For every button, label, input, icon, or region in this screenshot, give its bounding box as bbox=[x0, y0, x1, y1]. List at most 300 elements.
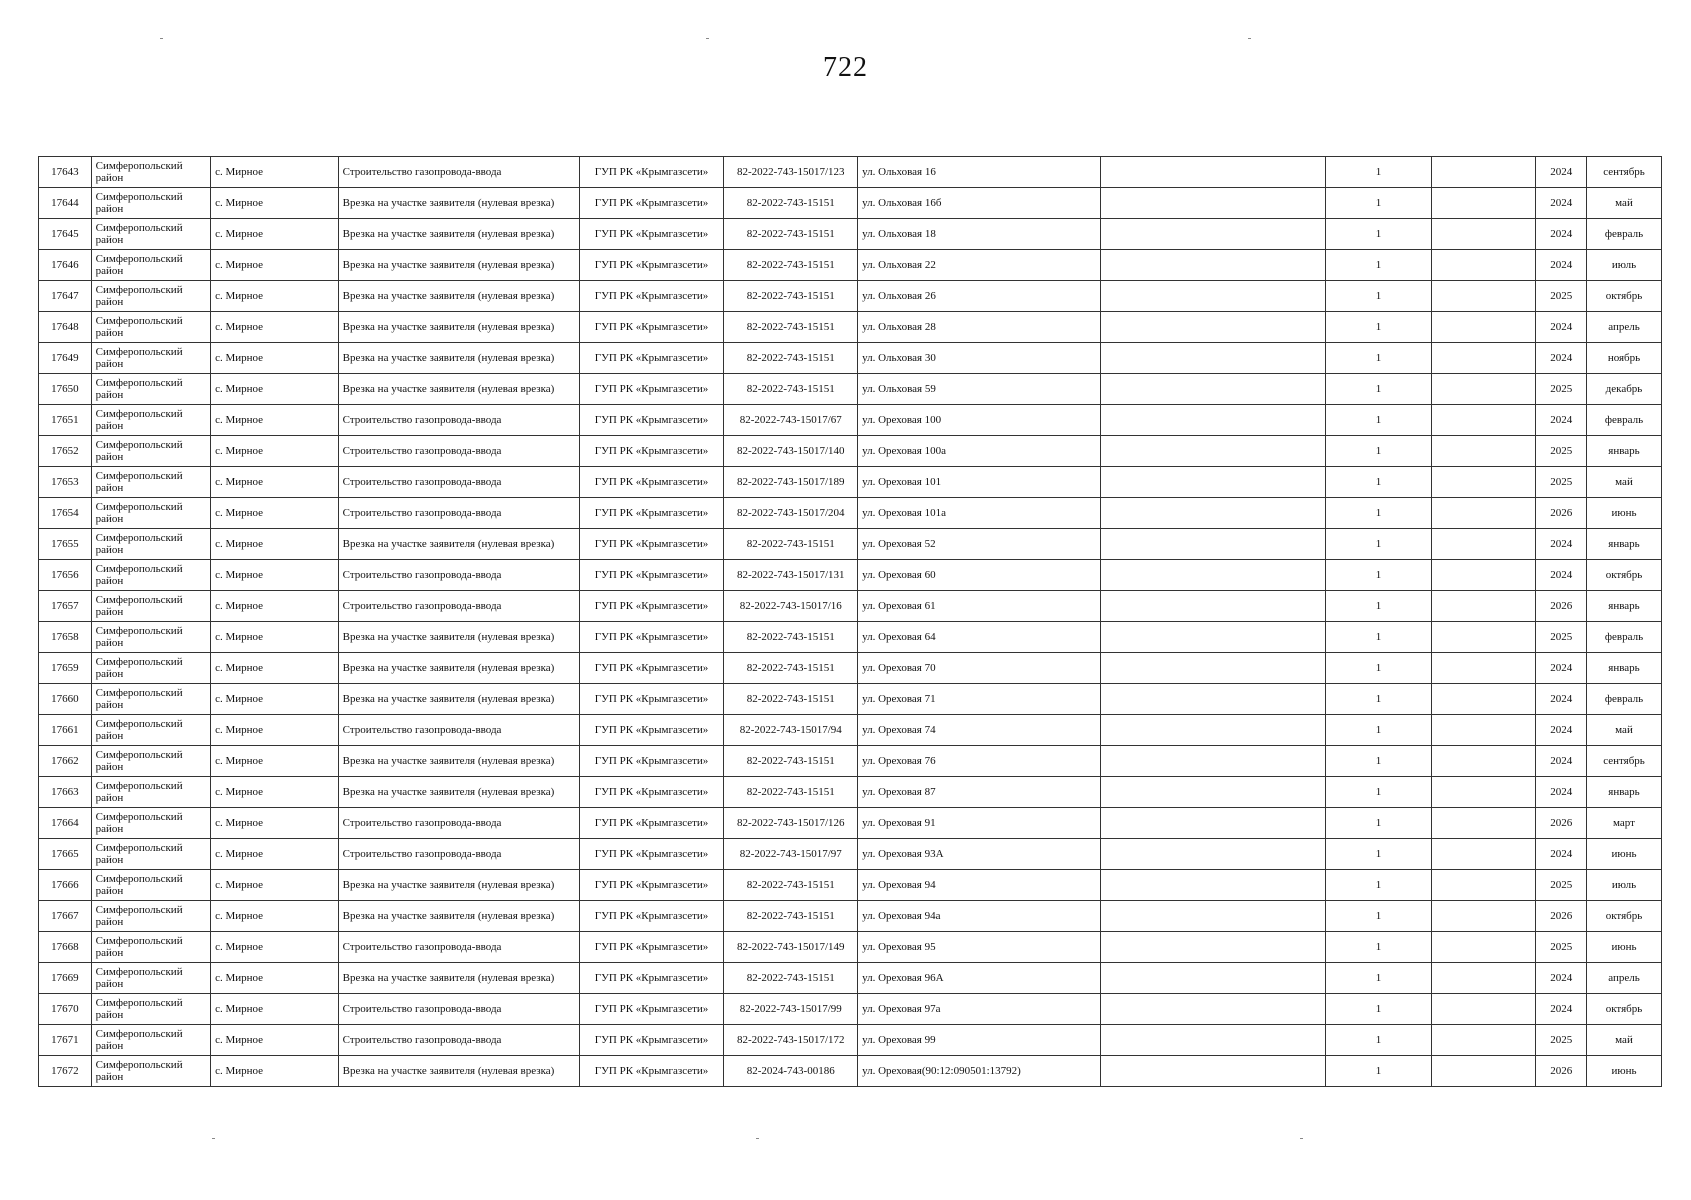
work-type-cell: Врезка на участке заявителя (нулевая врезка) bbox=[338, 374, 579, 405]
count-cell: 1 bbox=[1325, 963, 1431, 994]
empty-cell bbox=[1432, 622, 1536, 653]
address-cell: ул. Ореховая 76 bbox=[858, 746, 1101, 777]
document-number-cell: 82-2024-743-00186 bbox=[724, 1056, 858, 1087]
organization-cell: ГУП РК «Крымгазсети» bbox=[579, 777, 724, 808]
work-type-cell: Строительство газопровода-ввода bbox=[338, 498, 579, 529]
document-number-cell: 82-2022-743-15151 bbox=[724, 622, 858, 653]
count-cell: 1 bbox=[1325, 808, 1431, 839]
empty-cell bbox=[1432, 591, 1536, 622]
empty-cell bbox=[1432, 436, 1536, 467]
count-cell: 1 bbox=[1325, 312, 1431, 343]
row-number: 17656 bbox=[39, 560, 92, 591]
row-number: 17670 bbox=[39, 994, 92, 1025]
row-number: 17667 bbox=[39, 901, 92, 932]
address-cell: ул. Ореховая 87 bbox=[858, 777, 1101, 808]
count-cell: 1 bbox=[1325, 777, 1431, 808]
row-number: 17669 bbox=[39, 963, 92, 994]
count-cell: 1 bbox=[1325, 157, 1431, 188]
work-type-cell: Врезка на участке заявителя (нулевая врезка) bbox=[338, 870, 579, 901]
empty-cell bbox=[1432, 777, 1536, 808]
work-type-cell: Строительство газопровода-ввода bbox=[338, 839, 579, 870]
year-cell: 2025 bbox=[1536, 436, 1587, 467]
address-cell: ул. Ореховая 74 bbox=[858, 715, 1101, 746]
year-cell: 2024 bbox=[1536, 529, 1587, 560]
document-number-cell: 82-2022-743-15151 bbox=[724, 219, 858, 250]
count-cell: 1 bbox=[1325, 467, 1431, 498]
row-number: 17649 bbox=[39, 343, 92, 374]
count-cell: 1 bbox=[1325, 715, 1431, 746]
document-number-cell: 82-2022-743-15017/140 bbox=[724, 436, 858, 467]
organization-cell: ГУП РК «Крымгазсети» bbox=[579, 963, 724, 994]
table-row bbox=[39, 498, 1662, 529]
scan-speck bbox=[1300, 1138, 1303, 1139]
row-number: 17662 bbox=[39, 746, 92, 777]
district-cell: Симферопольский район bbox=[91, 746, 210, 777]
row-number: 17663 bbox=[39, 777, 92, 808]
month-cell: ноябрь bbox=[1587, 343, 1662, 374]
empty-cell bbox=[1432, 839, 1536, 870]
document-number-cell: 82-2022-743-15151 bbox=[724, 963, 858, 994]
row-number: 17651 bbox=[39, 405, 92, 436]
year-cell: 2026 bbox=[1536, 498, 1587, 529]
table-row bbox=[39, 622, 1662, 653]
month-cell: январь bbox=[1587, 591, 1662, 622]
empty-cell bbox=[1101, 343, 1326, 374]
organization-cell: ГУП РК «Крымгазсети» bbox=[579, 467, 724, 498]
year-cell: 2024 bbox=[1536, 839, 1587, 870]
empty-cell bbox=[1101, 157, 1326, 188]
empty-cell bbox=[1101, 560, 1326, 591]
document-number-cell: 82-2022-743-15017/16 bbox=[724, 591, 858, 622]
year-cell: 2024 bbox=[1536, 994, 1587, 1025]
month-cell: январь bbox=[1587, 529, 1662, 560]
empty-cell bbox=[1432, 529, 1536, 560]
work-type-cell: Строительство газопровода-ввода bbox=[338, 994, 579, 1025]
address-cell: ул. Ореховая 101а bbox=[858, 498, 1101, 529]
table-row bbox=[39, 963, 1662, 994]
row-number: 17665 bbox=[39, 839, 92, 870]
row-number: 17672 bbox=[39, 1056, 92, 1087]
count-cell: 1 bbox=[1325, 560, 1431, 591]
organization-cell: ГУП РК «Крымгазсети» bbox=[579, 498, 724, 529]
work-type-cell: Врезка на участке заявителя (нулевая врезка) bbox=[338, 312, 579, 343]
year-cell: 2024 bbox=[1536, 157, 1587, 188]
organization-cell: ГУП РК «Крымгазсети» bbox=[579, 746, 724, 777]
work-type-cell: Врезка на участке заявителя (нулевая врезка) bbox=[338, 653, 579, 684]
row-number: 17659 bbox=[39, 653, 92, 684]
document-number-cell: 82-2022-743-15151 bbox=[724, 870, 858, 901]
district-cell: Симферопольский район bbox=[91, 405, 210, 436]
address-cell: ул. Ореховая 96А bbox=[858, 963, 1101, 994]
empty-cell bbox=[1432, 653, 1536, 684]
address-cell: ул. Ореховая 71 bbox=[858, 684, 1101, 715]
work-type-cell: Строительство газопровода-ввода bbox=[338, 932, 579, 963]
address-cell: ул. Ольховая 28 bbox=[858, 312, 1101, 343]
document-number-cell: 82-2022-743-15017/94 bbox=[724, 715, 858, 746]
village-cell: с. Мирное bbox=[211, 808, 339, 839]
table-row bbox=[39, 870, 1662, 901]
count-cell: 1 bbox=[1325, 1056, 1431, 1087]
count-cell: 1 bbox=[1325, 343, 1431, 374]
table-row bbox=[39, 839, 1662, 870]
month-cell: июнь bbox=[1587, 498, 1662, 529]
document-number-cell: 82-2022-743-15151 bbox=[724, 188, 858, 219]
row-number: 17658 bbox=[39, 622, 92, 653]
organization-cell: ГУП РК «Крымгазсети» bbox=[579, 436, 724, 467]
count-cell: 1 bbox=[1325, 901, 1431, 932]
address-cell: ул. Ольховая 26 bbox=[858, 281, 1101, 312]
empty-cell bbox=[1432, 467, 1536, 498]
address-cell: ул. Ореховая 94а bbox=[858, 901, 1101, 932]
document-number-cell: 82-2022-743-15151 bbox=[724, 684, 858, 715]
organization-cell: ГУП РК «Крымгазсети» bbox=[579, 312, 724, 343]
district-cell: Симферопольский район bbox=[91, 250, 210, 281]
month-cell: май bbox=[1587, 467, 1662, 498]
village-cell: с. Мирное bbox=[211, 715, 339, 746]
empty-cell bbox=[1432, 405, 1536, 436]
month-cell: октябрь bbox=[1587, 560, 1662, 591]
row-number: 17655 bbox=[39, 529, 92, 560]
table-row bbox=[39, 591, 1662, 622]
empty-cell bbox=[1101, 715, 1326, 746]
year-cell: 2025 bbox=[1536, 870, 1587, 901]
address-cell: ул. Ольховая 30 bbox=[858, 343, 1101, 374]
work-type-cell: Строительство газопровода-ввода bbox=[338, 157, 579, 188]
month-cell: июль bbox=[1587, 250, 1662, 281]
village-cell: с. Мирное bbox=[211, 901, 339, 932]
village-cell: с. Мирное bbox=[211, 653, 339, 684]
year-cell: 2024 bbox=[1536, 312, 1587, 343]
empty-cell bbox=[1101, 250, 1326, 281]
village-cell: с. Мирное bbox=[211, 932, 339, 963]
table-row bbox=[39, 157, 1662, 188]
village-cell: с. Мирное bbox=[211, 622, 339, 653]
work-type-cell: Строительство газопровода-ввода bbox=[338, 436, 579, 467]
row-number: 17657 bbox=[39, 591, 92, 622]
village-cell: с. Мирное bbox=[211, 467, 339, 498]
work-type-cell: Врезка на участке заявителя (нулевая врезка) bbox=[338, 529, 579, 560]
village-cell: с. Мирное bbox=[211, 684, 339, 715]
empty-cell bbox=[1101, 684, 1326, 715]
year-cell: 2024 bbox=[1536, 653, 1587, 684]
month-cell: октябрь bbox=[1587, 901, 1662, 932]
row-number: 17653 bbox=[39, 467, 92, 498]
count-cell: 1 bbox=[1325, 529, 1431, 560]
work-type-cell: Врезка на участке заявителя (нулевая врезка) bbox=[338, 250, 579, 281]
address-cell: ул. Ореховая 94 bbox=[858, 870, 1101, 901]
district-cell: Симферопольский район bbox=[91, 560, 210, 591]
year-cell: 2025 bbox=[1536, 932, 1587, 963]
document-number-cell: 82-2022-743-15017/189 bbox=[724, 467, 858, 498]
address-cell: ул. Ольховая 16 bbox=[858, 157, 1101, 188]
district-cell: Симферопольский район bbox=[91, 529, 210, 560]
address-cell: ул. Ореховая(90:12:090501:13792) bbox=[858, 1056, 1101, 1087]
empty-cell bbox=[1432, 188, 1536, 219]
organization-cell: ГУП РК «Крымгазсети» bbox=[579, 219, 724, 250]
table-row bbox=[39, 188, 1662, 219]
district-cell: Симферопольский район bbox=[91, 839, 210, 870]
organization-cell: ГУП РК «Крымгазсети» bbox=[579, 901, 724, 932]
work-type-cell: Строительство газопровода-ввода bbox=[338, 808, 579, 839]
document-number-cell: 82-2022-743-15151 bbox=[724, 343, 858, 374]
district-cell: Симферопольский район bbox=[91, 591, 210, 622]
empty-cell bbox=[1101, 1025, 1326, 1056]
count-cell: 1 bbox=[1325, 1025, 1431, 1056]
year-cell: 2024 bbox=[1536, 343, 1587, 374]
empty-cell bbox=[1432, 808, 1536, 839]
empty-cell bbox=[1101, 932, 1326, 963]
month-cell: февраль bbox=[1587, 684, 1662, 715]
address-cell: ул. Ольховая 16б bbox=[858, 188, 1101, 219]
scan-speck bbox=[212, 1138, 215, 1139]
empty-cell bbox=[1432, 1025, 1536, 1056]
table-row bbox=[39, 1025, 1662, 1056]
month-cell: февраль bbox=[1587, 405, 1662, 436]
document-number-cell: 82-2022-743-15017/126 bbox=[724, 808, 858, 839]
work-type-cell: Врезка на участке заявителя (нулевая врезка) bbox=[338, 219, 579, 250]
row-number: 17671 bbox=[39, 1025, 92, 1056]
document-number-cell: 82-2022-743-15151 bbox=[724, 653, 858, 684]
empty-cell bbox=[1101, 1056, 1326, 1087]
organization-cell: ГУП РК «Крымгазсети» bbox=[579, 343, 724, 374]
document-number-cell: 82-2022-743-15151 bbox=[724, 901, 858, 932]
village-cell: с. Мирное bbox=[211, 436, 339, 467]
table-row bbox=[39, 343, 1662, 374]
count-cell: 1 bbox=[1325, 839, 1431, 870]
month-cell: май bbox=[1587, 715, 1662, 746]
table-row bbox=[39, 560, 1662, 591]
month-cell: май bbox=[1587, 1025, 1662, 1056]
month-cell: июль bbox=[1587, 870, 1662, 901]
work-type-cell: Врезка на участке заявителя (нулевая врезка) bbox=[338, 281, 579, 312]
table-row bbox=[39, 312, 1662, 343]
count-cell: 1 bbox=[1325, 870, 1431, 901]
document-number-cell: 82-2022-743-15017/204 bbox=[724, 498, 858, 529]
table-row bbox=[39, 1056, 1662, 1087]
empty-cell bbox=[1101, 839, 1326, 870]
document-number-cell: 82-2022-743-15017/97 bbox=[724, 839, 858, 870]
year-cell: 2025 bbox=[1536, 467, 1587, 498]
organization-cell: ГУП РК «Крымгазсети» bbox=[579, 405, 724, 436]
row-number: 17646 bbox=[39, 250, 92, 281]
organization-cell: ГУП РК «Крымгазсети» bbox=[579, 1025, 724, 1056]
table-row bbox=[39, 684, 1662, 715]
address-cell: ул. Ореховая 100 bbox=[858, 405, 1101, 436]
scan-speck bbox=[706, 38, 709, 39]
document-number-cell: 82-2022-743-15151 bbox=[724, 312, 858, 343]
work-type-cell: Строительство газопровода-ввода bbox=[338, 467, 579, 498]
address-cell: ул. Ореховая 60 bbox=[858, 560, 1101, 591]
district-cell: Симферопольский район bbox=[91, 157, 210, 188]
address-cell: ул. Ольховая 59 bbox=[858, 374, 1101, 405]
organization-cell: ГУП РК «Крымгазсети» bbox=[579, 281, 724, 312]
village-cell: с. Мирное bbox=[211, 312, 339, 343]
month-cell: январь bbox=[1587, 653, 1662, 684]
registry-rows bbox=[39, 157, 1662, 1087]
district-cell: Симферопольский район bbox=[91, 343, 210, 374]
organization-cell: ГУП РК «Крымгазсети» bbox=[579, 684, 724, 715]
count-cell: 1 bbox=[1325, 250, 1431, 281]
district-cell: Симферопольский район bbox=[91, 901, 210, 932]
empty-cell bbox=[1432, 963, 1536, 994]
empty-cell bbox=[1101, 188, 1326, 219]
village-cell: с. Мирное bbox=[211, 746, 339, 777]
district-cell: Симферопольский район bbox=[91, 653, 210, 684]
row-number: 17652 bbox=[39, 436, 92, 467]
district-cell: Симферопольский район bbox=[91, 312, 210, 343]
empty-cell bbox=[1101, 653, 1326, 684]
district-cell: Симферопольский район bbox=[91, 777, 210, 808]
document-number-cell: 82-2022-743-15017/131 bbox=[724, 560, 858, 591]
empty-cell bbox=[1432, 746, 1536, 777]
empty-cell bbox=[1432, 374, 1536, 405]
address-cell: ул. Ореховая 91 bbox=[858, 808, 1101, 839]
table-row bbox=[39, 715, 1662, 746]
village-cell: с. Мирное bbox=[211, 157, 339, 188]
table-row bbox=[39, 777, 1662, 808]
work-type-cell: Врезка на участке заявителя (нулевая врезка) bbox=[338, 684, 579, 715]
village-cell: с. Мирное bbox=[211, 529, 339, 560]
empty-cell bbox=[1432, 901, 1536, 932]
empty-cell bbox=[1101, 312, 1326, 343]
district-cell: Симферопольский район bbox=[91, 1056, 210, 1087]
organization-cell: ГУП РК «Крымгазсети» bbox=[579, 250, 724, 281]
organization-cell: ГУП РК «Крымгазсети» bbox=[579, 529, 724, 560]
table-row bbox=[39, 653, 1662, 684]
village-cell: с. Мирное bbox=[211, 219, 339, 250]
empty-cell bbox=[1101, 591, 1326, 622]
empty-cell bbox=[1101, 622, 1326, 653]
village-cell: с. Мирное bbox=[211, 1025, 339, 1056]
district-cell: Симферопольский район bbox=[91, 436, 210, 467]
district-cell: Симферопольский район bbox=[91, 622, 210, 653]
document-number-cell: 82-2022-743-15017/123 bbox=[724, 157, 858, 188]
table-row bbox=[39, 467, 1662, 498]
empty-cell bbox=[1432, 281, 1536, 312]
empty-cell bbox=[1432, 994, 1536, 1025]
row-number: 17644 bbox=[39, 188, 92, 219]
month-cell: май bbox=[1587, 188, 1662, 219]
count-cell: 1 bbox=[1325, 653, 1431, 684]
empty-cell bbox=[1101, 901, 1326, 932]
month-cell: апрель bbox=[1587, 312, 1662, 343]
table-row bbox=[39, 436, 1662, 467]
organization-cell: ГУП РК «Крымгазсети» bbox=[579, 622, 724, 653]
row-number: 17654 bbox=[39, 498, 92, 529]
empty-cell bbox=[1101, 808, 1326, 839]
document-number-cell: 82-2022-743-15151 bbox=[724, 529, 858, 560]
district-cell: Симферопольский район bbox=[91, 1025, 210, 1056]
row-number: 17660 bbox=[39, 684, 92, 715]
document-number-cell: 82-2022-743-15017/67 bbox=[724, 405, 858, 436]
organization-cell: ГУП РК «Крымгазсети» bbox=[579, 994, 724, 1025]
year-cell: 2024 bbox=[1536, 684, 1587, 715]
address-cell: ул. Ореховая 70 bbox=[858, 653, 1101, 684]
address-cell: ул. Ореховая 52 bbox=[858, 529, 1101, 560]
district-cell: Симферопольский район bbox=[91, 467, 210, 498]
district-cell: Симферопольский район bbox=[91, 374, 210, 405]
table-row bbox=[39, 901, 1662, 932]
table-row bbox=[39, 529, 1662, 560]
district-cell: Симферопольский район bbox=[91, 808, 210, 839]
month-cell: сентябрь bbox=[1587, 746, 1662, 777]
district-cell: Симферопольский район bbox=[91, 498, 210, 529]
table-row bbox=[39, 808, 1662, 839]
work-type-cell: Строительство газопровода-ввода bbox=[338, 405, 579, 436]
empty-cell bbox=[1101, 498, 1326, 529]
month-cell: июнь bbox=[1587, 839, 1662, 870]
count-cell: 1 bbox=[1325, 188, 1431, 219]
organization-cell: ГУП РК «Крымгазсети» bbox=[579, 374, 724, 405]
village-cell: с. Мирное bbox=[211, 777, 339, 808]
work-type-cell: Врезка на участке заявителя (нулевая врезка) bbox=[338, 901, 579, 932]
address-cell: ул. Ореховая 95 bbox=[858, 932, 1101, 963]
count-cell: 1 bbox=[1325, 498, 1431, 529]
organization-cell: ГУП РК «Крымгазсети» bbox=[579, 870, 724, 901]
scan-speck bbox=[160, 38, 163, 39]
village-cell: с. Мирное bbox=[211, 994, 339, 1025]
table-row bbox=[39, 746, 1662, 777]
organization-cell: ГУП РК «Крымгазсети» bbox=[579, 839, 724, 870]
work-type-cell: Врезка на участке заявителя (нулевая врезка) bbox=[338, 746, 579, 777]
district-cell: Симферопольский район bbox=[91, 219, 210, 250]
table-row bbox=[39, 281, 1662, 312]
scan-speck bbox=[1248, 38, 1251, 39]
document-number-cell: 82-2022-743-15017/149 bbox=[724, 932, 858, 963]
month-cell: декабрь bbox=[1587, 374, 1662, 405]
organization-cell: ГУП РК «Крымгазсети» bbox=[579, 1056, 724, 1087]
year-cell: 2026 bbox=[1536, 901, 1587, 932]
work-type-cell: Строительство газопровода-ввода bbox=[338, 591, 579, 622]
work-type-cell: Строительство газопровода-ввода bbox=[338, 560, 579, 591]
count-cell: 1 bbox=[1325, 591, 1431, 622]
row-number: 17664 bbox=[39, 808, 92, 839]
address-cell: ул. Ольховая 18 bbox=[858, 219, 1101, 250]
count-cell: 1 bbox=[1325, 219, 1431, 250]
count-cell: 1 bbox=[1325, 684, 1431, 715]
table-row bbox=[39, 994, 1662, 1025]
empty-cell bbox=[1432, 219, 1536, 250]
organization-cell: ГУП РК «Крымгазсети» bbox=[579, 188, 724, 219]
month-cell: октябрь bbox=[1587, 994, 1662, 1025]
month-cell: июнь bbox=[1587, 1056, 1662, 1087]
row-number: 17661 bbox=[39, 715, 92, 746]
document-number-cell: 82-2022-743-15017/99 bbox=[724, 994, 858, 1025]
empty-cell bbox=[1432, 932, 1536, 963]
month-cell: февраль bbox=[1587, 622, 1662, 653]
address-cell: ул. Ореховая 101 bbox=[858, 467, 1101, 498]
month-cell: январь bbox=[1587, 777, 1662, 808]
row-number: 17648 bbox=[39, 312, 92, 343]
district-cell: Симферопольский район bbox=[91, 281, 210, 312]
year-cell: 2024 bbox=[1536, 219, 1587, 250]
organization-cell: ГУП РК «Крымгазсети» bbox=[579, 157, 724, 188]
address-cell: ул. Ореховая 99 bbox=[858, 1025, 1101, 1056]
month-cell: июнь bbox=[1587, 932, 1662, 963]
year-cell: 2024 bbox=[1536, 250, 1587, 281]
village-cell: с. Мирное bbox=[211, 343, 339, 374]
address-cell: ул. Ореховая 61 bbox=[858, 591, 1101, 622]
address-cell: ул. Ольховая 22 bbox=[858, 250, 1101, 281]
village-cell: с. Мирное bbox=[211, 870, 339, 901]
month-cell: октябрь bbox=[1587, 281, 1662, 312]
year-cell: 2025 bbox=[1536, 1025, 1587, 1056]
organization-cell: ГУП РК «Крымгазсети» bbox=[579, 653, 724, 684]
empty-cell bbox=[1432, 498, 1536, 529]
work-type-cell: Строительство газопровода-ввода bbox=[338, 715, 579, 746]
village-cell: с. Мирное bbox=[211, 374, 339, 405]
count-cell: 1 bbox=[1325, 994, 1431, 1025]
